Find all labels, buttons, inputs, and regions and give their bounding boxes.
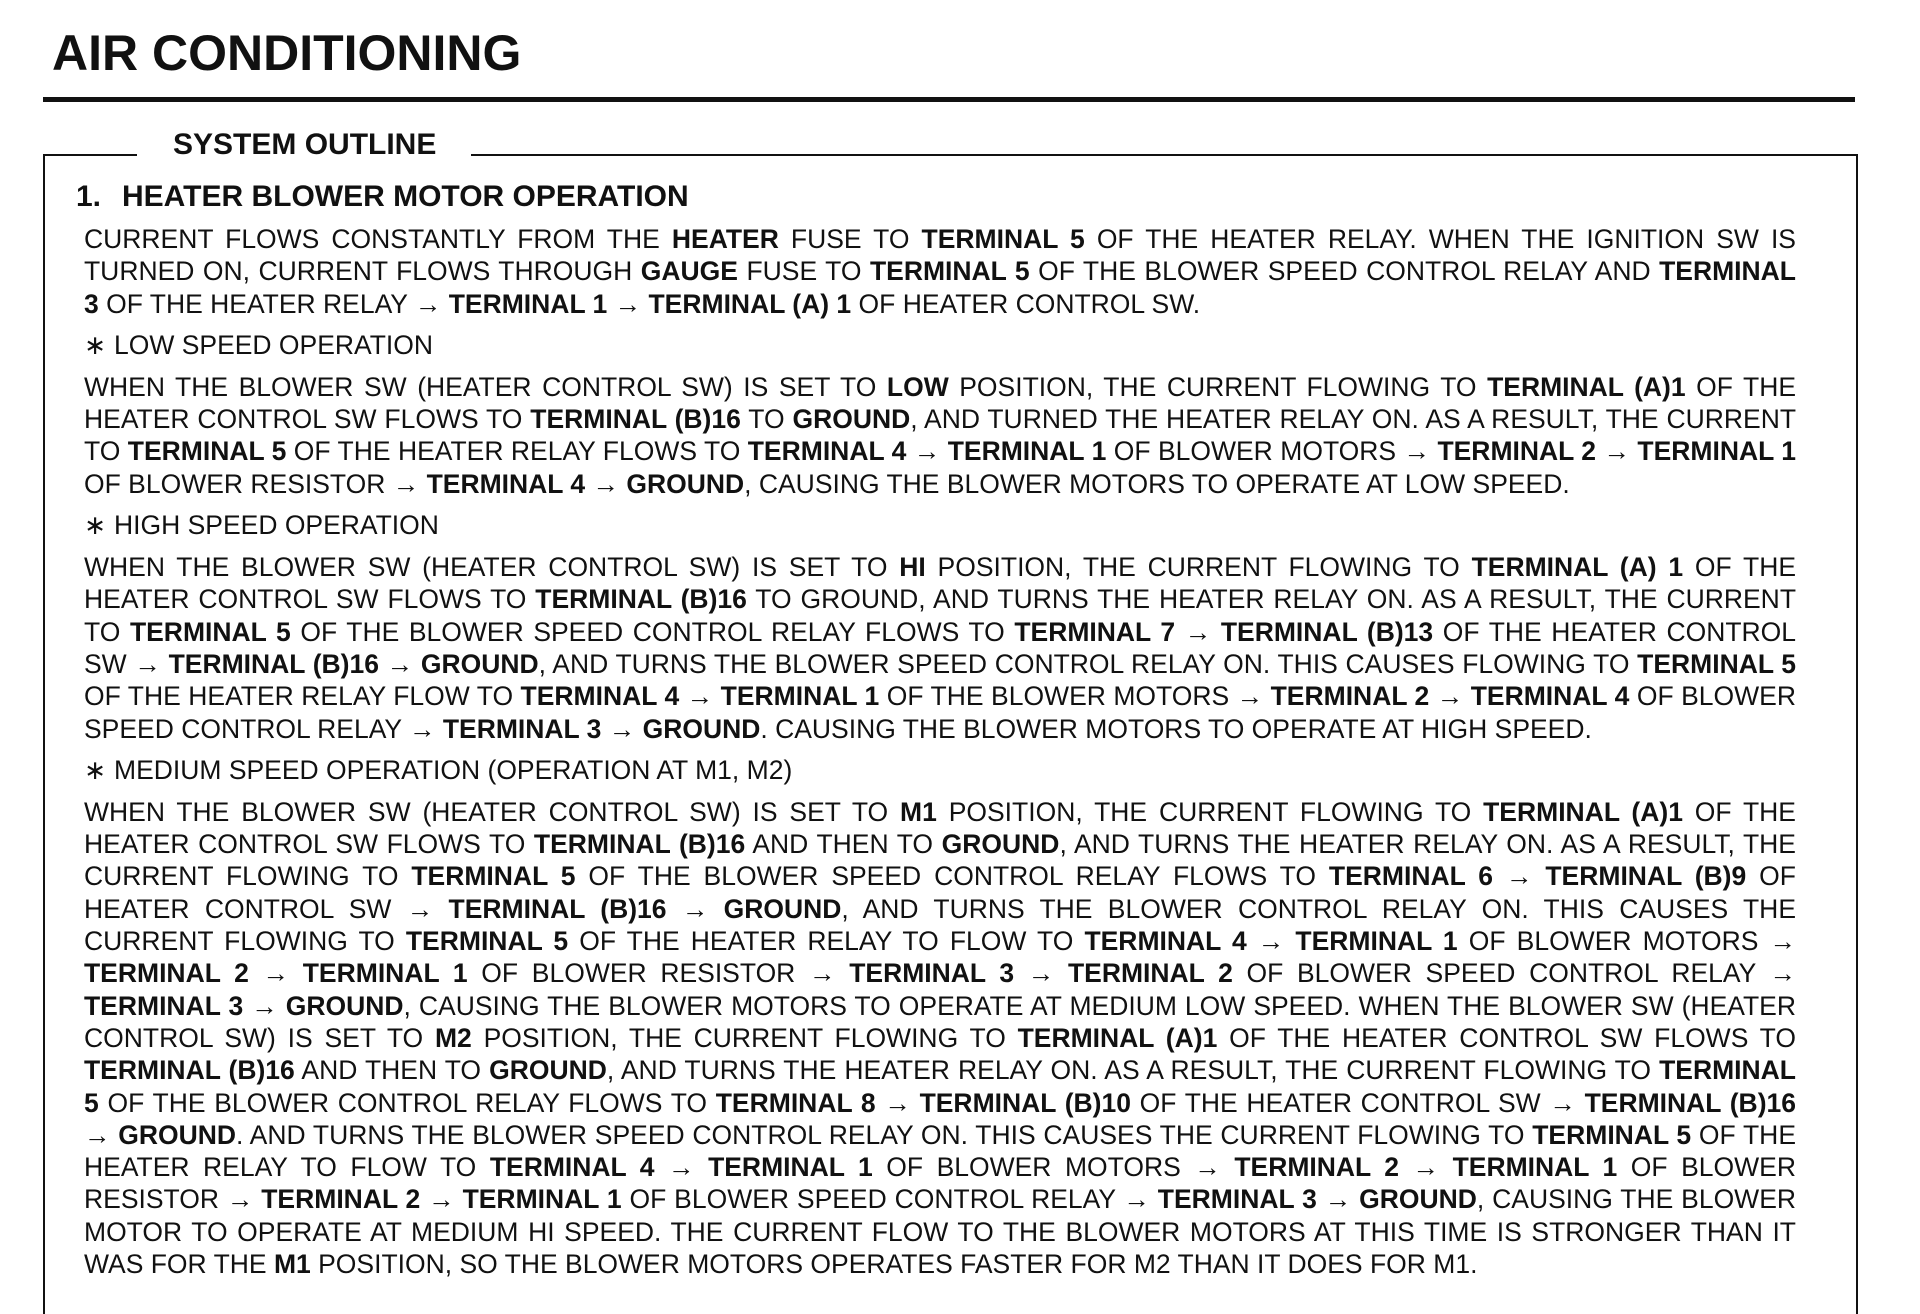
bold-term: TERMINAL 4 — [747, 436, 907, 467]
bullet-asterisk-icon: ∗ — [84, 754, 107, 785]
bold-term: TERMINAL (B)16 — [533, 829, 746, 860]
bold-term: GAUGE — [640, 256, 738, 287]
bold-term: TERMINAL 2 — [84, 958, 249, 989]
text-run: , AND TURNS THE HEATER RELAY ON. AS A RESULT, THE CURRENT FLOWING TO — [84, 829, 1796, 892]
text-run: OF BLOWER SPEED CONTROL RELAY → — [621, 1184, 1158, 1215]
text-run: → — [1399, 1152, 1453, 1183]
text-run: → — [1316, 1184, 1360, 1215]
bold-term: TERMINAL 4 — [426, 468, 586, 499]
text-run: OF THE BLOWER SPEED CONTROL RELAY FLOWS TO — [575, 861, 1329, 892]
bold-term: GROUND — [723, 893, 842, 924]
text-run: OF THE HEATER CONTROL SW FLOWS TO — [84, 371, 1797, 435]
text-run: OF THE BLOWER MOTORS → — [879, 681, 1271, 712]
text-run: → — [1175, 616, 1221, 647]
text-run: OF THE BLOWER SPEED CONTROL RELAY FLOWS TO — [290, 616, 1015, 647]
bold-term: TERMINAL (A)1 — [1487, 371, 1686, 402]
bold-term: TERMINAL (B)16 — [448, 893, 667, 924]
text-run: OF BLOWER RESISTOR → — [84, 468, 427, 499]
text-run: AND THEN TO — [745, 829, 942, 860]
text-run: , CAUSING THE BLOWER MOTOR TO OPERATE AT MEDIUM HI SPEED. THE CURRENT FLOW TO THE BLOWER MOTORS AT THIS TIME IS STRONGER THAN IT WAS FOR THE — [84, 1184, 1797, 1280]
bold-term: GROUND — [1359, 1184, 1477, 1215]
bold-term: TERMINAL (B)10 — [919, 1087, 1131, 1118]
section-label: SYSTEM OUTLINE — [173, 128, 437, 161]
low-speed-heading — [84, 329, 1796, 361]
high-speed-heading — [84, 509, 1796, 541]
title-rule — [43, 97, 1855, 102]
text-run: → — [601, 713, 643, 744]
text-run: , AND TURNS THE BLOWER CONTROL RELAY ON. THIS CAUSES THE CURRENT FLOWING TO — [84, 893, 1796, 957]
text-run: → — [1429, 681, 1471, 712]
text-run: OF HEATER CONTROL SW. — [851, 288, 1201, 319]
bold-term: TERMINAL (B)9 — [1545, 861, 1747, 892]
bold-term: GROUND — [642, 713, 761, 744]
text-run: OF BLOWER SPEED CONTROL RELAY → — [84, 681, 1796, 744]
text-run: POSITION, THE CURRENT FLOWING TO — [936, 796, 1484, 827]
text-run: → — [248, 958, 303, 989]
bold-term: TERMINAL (B)13 — [1220, 616, 1434, 647]
heading-text: HEATER BLOWER MOTOR OPERATION — [122, 180, 689, 213]
bold-term: TERMINAL 3 — [849, 958, 1015, 989]
text-run: OF THE HEATER RELAY FLOW TO — [84, 681, 521, 712]
text-run: . AND TURNS THE BLOWER SPEED CONTROL RELAY ON. THIS CAUSES THE CURRENT FLOWING TO — [236, 1119, 1533, 1150]
text-run: → — [654, 1152, 709, 1183]
bold-term: GROUND — [626, 468, 745, 499]
bold-term: TERMINAL 1 — [1452, 1152, 1618, 1183]
text-run: OF BLOWER MOTORS → — [872, 1152, 1235, 1183]
text-run: WHEN THE BLOWER SW (HEATER CONTROL SW) IS SET TO — [84, 552, 900, 583]
bold-term: TERMINAL 2 — [1437, 436, 1597, 467]
bold-term: GROUND — [420, 648, 539, 679]
text-run: WHEN THE BLOWER SW (HEATER CONTROL SW) IS SET TO — [84, 371, 887, 402]
text-run: CURRENT FLOWS CONSTANTLY FROM THE — [84, 224, 672, 254]
text-run: OF BLOWER MOTORS → — [1457, 926, 1797, 957]
bold-term: TERMINAL (B)16 — [530, 404, 741, 435]
text-run: OF BLOWER RESISTOR → — [84, 1152, 1796, 1215]
bold-term: TERMINAL 2 — [261, 1184, 421, 1215]
bold-term: TERMINAL 1 — [947, 436, 1107, 467]
medium-speed-paragraph — [84, 796, 1796, 1280]
bold-term: TERMINAL 1 — [720, 681, 880, 712]
text-run: → — [607, 288, 649, 319]
bold-term: TERMINAL (A)1 — [1017, 1022, 1218, 1053]
text-run: FUSE TO — [778, 224, 922, 254]
text-run: OF THE HEATER CONTROL SW → — [84, 616, 1797, 679]
medium-speed-heading — [84, 754, 1796, 786]
text-run: → — [378, 648, 421, 679]
bold-term: TERMINAL 5 — [84, 1055, 1796, 1118]
bold-term: TERMINAL 1 — [462, 1184, 622, 1215]
text-run: → — [1596, 436, 1638, 467]
bullet-asterisk-icon: ∗ — [84, 510, 107, 541]
text-run: , AND TURNS THE BLOWER SPEED CONTROL RELAY ON. THIS CAUSES FLOWING TO — [538, 648, 1638, 679]
bold-term: TERMINAL (B)16 — [168, 648, 379, 679]
bold-term: TERMINAL (B)16 — [535, 584, 747, 615]
text-run: TO GROUND, AND TURNS THE HEATER RELAY ON. AS A RESULT, THE CURRENT TO — [84, 584, 1797, 647]
bold-term: M1 — [900, 796, 937, 827]
section-heading — [76, 177, 1796, 217]
text-run: → — [585, 468, 627, 499]
box-top-rule-left — [43, 154, 137, 156]
bold-term: TERMINAL 4 — [520, 681, 680, 712]
bold-term: GROUND — [285, 990, 404, 1021]
bold-term: TERMINAL 5 — [129, 616, 291, 647]
bold-term: TERMINAL (A)1 — [1483, 796, 1683, 827]
bold-term: HI — [899, 552, 926, 583]
text-run: OF BLOWER MOTORS → — [1106, 436, 1438, 467]
text-run: , CAUSING THE BLOWER MOTORS TO OPERATE AT LOW SPEED. — [744, 468, 1570, 499]
bold-term: TERMINAL (B)16 — [1584, 1087, 1796, 1118]
text-run: OF THE HEATER CONTROL SW → — [1130, 1087, 1585, 1118]
bold-term: TERMINAL 3 — [1157, 1184, 1317, 1215]
bold-term: TERMINAL 1 — [708, 1152, 873, 1183]
text-run: AND THEN TO — [294, 1055, 490, 1086]
bold-term: TERMINAL 5 — [405, 926, 569, 957]
text-run: → — [420, 1184, 463, 1215]
bold-term: TERMINAL 6 — [1328, 861, 1494, 892]
bold-term: TERMINAL 2 — [1270, 681, 1430, 712]
text-run: WHEN THE BLOWER SW (HEATER CONTROL SW) IS SET TO — [84, 796, 901, 827]
text-run: OF THE HEATER RELAY TO FLOW TO — [84, 1119, 1796, 1183]
medium-speed-label: MEDIUM SPEED OPERATION (OPERATION AT M1, M2) — [114, 754, 793, 785]
box-top-rule-right — [471, 154, 1857, 156]
text-run: OF THE HEATER CONTROL SW FLOWS TO — [1217, 1022, 1797, 1053]
text-run: OF BLOWER SPEED CONTROL RELAY → — [1232, 958, 1796, 989]
bold-term: GROUND — [941, 829, 1060, 860]
text-run: → — [875, 1087, 920, 1118]
bold-term: GROUND — [118, 1119, 237, 1150]
page-title: AIR CONDITIONING — [52, 25, 522, 81]
content — [76, 177, 1797, 1280]
text-run: → — [1493, 861, 1546, 892]
bold-term: TERMINAL 2 — [1067, 958, 1233, 989]
bold-term: TERMINAL 5 — [1532, 1119, 1692, 1150]
text-run: , AND TURNED THE HEATER RELAY ON. AS A RESULT, THE CURRENT TO — [84, 404, 1797, 467]
text-run: → — [906, 436, 948, 467]
bold-term: TERMINAL 5 — [1637, 648, 1796, 679]
bullet-asterisk-icon: ∗ — [84, 329, 107, 360]
bold-term: TERMINAL (A) 1 — [648, 288, 852, 319]
text-run: OF THE BLOWER CONTROL RELAY FLOWS TO — [98, 1087, 716, 1118]
bold-term: TERMINAL 2 — [1234, 1152, 1400, 1183]
text-run: OF THE HEATER RELAY → — [98, 288, 449, 319]
bold-term: TERMINAL 1 — [302, 958, 468, 989]
text-run: OF BLOWER RESISTOR → — [467, 958, 850, 989]
bold-term: M1 — [273, 1249, 311, 1280]
bold-term: TERMINAL 5 — [127, 436, 287, 467]
bold-term: TERMINAL 1 — [1295, 926, 1458, 957]
bold-term: HEATER — [671, 224, 779, 254]
text-run: . CAUSING THE BLOWER MOTORS TO OPERATE AT HIGH SPEED. — [760, 713, 1592, 744]
bold-term: TERMINAL 1 — [448, 288, 608, 319]
text-run: , AND TURNS THE HEATER RELAY ON. AS A RESULT, THE CURRENT FLOWING TO — [606, 1055, 1660, 1086]
text-run: OF THE HEATER RELAY FLOWS TO — [286, 436, 748, 467]
text-run: → — [679, 681, 721, 712]
intro-paragraph — [84, 223, 1796, 320]
text-run: POSITION, THE CURRENT FLOWING TO — [948, 371, 1488, 402]
text-run: OF THE HEATER CONTROL SW FLOWS TO — [84, 552, 1797, 615]
heading-number: 1. — [76, 180, 102, 213]
bold-term: TERMINAL 3 — [84, 990, 244, 1021]
text-run: OF THE BLOWER SPEED CONTROL RELAY AND — [1029, 256, 1660, 287]
bold-term: TERMINAL 8 — [715, 1087, 876, 1118]
text-run: → — [243, 990, 286, 1021]
bold-term: LOW — [886, 371, 949, 402]
text-run: TO — [740, 404, 793, 435]
low-speed-paragraph — [84, 371, 1796, 500]
bold-term: TERMINAL 5 — [869, 256, 1030, 287]
text-run: OF THE HEATER RELAY. WHEN THE IGNITION SW IS TURNED ON, CURRENT FLOWS THROUGH — [84, 224, 1796, 287]
low-speed-label: LOW SPEED OPERATION — [114, 329, 434, 360]
bold-term: TERMINAL (A) 1 — [1471, 552, 1684, 583]
bold-term: TERMINAL 4 — [1084, 926, 1247, 957]
bold-term: TERMINAL (B)16 — [84, 1055, 295, 1086]
bold-term: TERMINAL 4 — [489, 1152, 655, 1183]
text-run: OF HEATER CONTROL SW → — [84, 861, 1796, 924]
high-speed-paragraph — [84, 551, 1796, 745]
bold-term: TERMINAL 3 — [84, 256, 1796, 319]
text-run: → — [1014, 958, 1068, 989]
bold-term: GROUND — [489, 1055, 607, 1086]
bold-term: TERMINAL 5 — [411, 861, 576, 892]
text-run: → — [1246, 926, 1296, 957]
text-run: FUSE TO — [737, 256, 870, 287]
text-run: OF THE HEATER CONTROL SW FLOWS TO — [84, 796, 1796, 860]
text-run: POSITION, THE CURRENT FLOWING TO — [925, 552, 1472, 583]
text-run: → — [84, 1119, 119, 1150]
bold-term: M2 — [434, 1022, 472, 1053]
bold-term: TERMINAL 1 — [1637, 436, 1796, 467]
bold-term: TERMINAL 5 — [921, 224, 1085, 254]
text-run: , CAUSING THE BLOWER MOTORS TO OPERATE AT MEDIUM LOW SPEED. WHEN THE BLOWER SW (HEATER CONTROL SW) IS SET TO — [84, 990, 1796, 1053]
bold-term: TERMINAL 4 — [1470, 681, 1630, 712]
text-run: → — [666, 893, 724, 924]
bold-term: TERMINAL 3 — [442, 713, 602, 744]
text-run: POSITION, SO THE BLOWER MOTORS OPERATES FASTER FOR M2 THAN IT DOES FOR M1. — [310, 1249, 1478, 1280]
high-speed-label: HIGH SPEED OPERATION — [114, 510, 439, 541]
bold-term: TERMINAL 7 — [1014, 616, 1176, 647]
text-run: OF THE HEATER RELAY TO FLOW TO — [568, 926, 1085, 957]
bold-term: GROUND — [792, 404, 911, 435]
text-run: POSITION, THE CURRENT FLOWING TO — [471, 1022, 1018, 1053]
